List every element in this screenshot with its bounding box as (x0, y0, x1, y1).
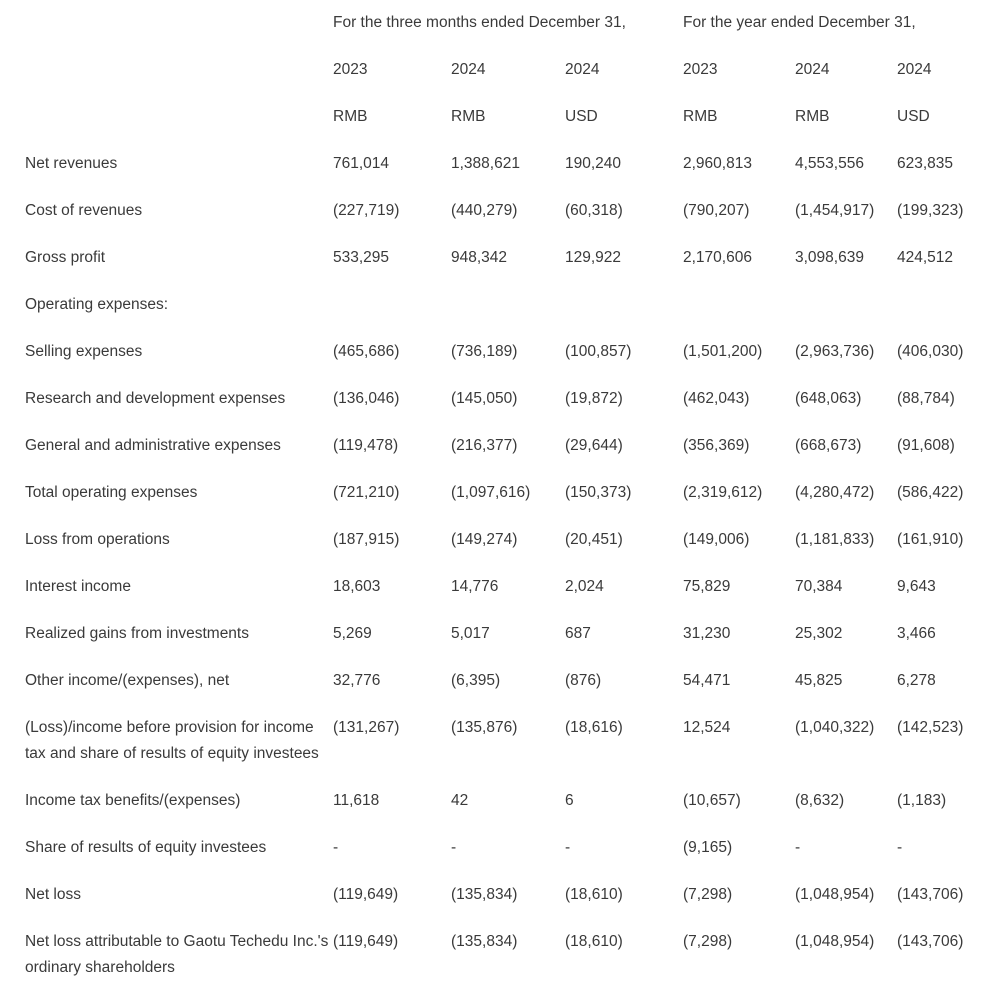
table-row (25, 423, 999, 470)
cell-value: 9,643 (897, 578, 936, 595)
cell-value: 129,922 (565, 249, 622, 266)
unit-header: RMB (683, 108, 718, 125)
cell-value: 31,230 (683, 625, 731, 642)
cell-value: 687 (565, 625, 591, 642)
cell-value: (406,030) (897, 343, 964, 360)
row-label: Other income/(expenses), net (25, 672, 230, 689)
empty-corner-cell (25, 6, 333, 47)
row-label: General and administrative expenses (25, 437, 281, 454)
cell-value: 948,342 (451, 249, 508, 266)
cell-value: (2,319,612) (683, 484, 763, 501)
unit-header: RMB (333, 108, 368, 125)
cell-value: (4,280,472) (795, 484, 875, 501)
cell-value: (187,915) (333, 531, 400, 548)
year-header: 2024 (565, 61, 600, 78)
table-row (25, 872, 999, 919)
cell-value (795, 282, 897, 329)
cell-value: - (795, 839, 801, 856)
cell-value: 70,384 (795, 578, 843, 595)
cell-value: (1,183) (897, 792, 947, 809)
cell-value: (440,279) (451, 202, 518, 219)
cell-value: (136,046) (333, 390, 400, 407)
cell-value: (465,686) (333, 343, 400, 360)
cell-value (565, 282, 683, 329)
group-header-full-year: For the year ended December 31, (683, 14, 916, 31)
cell-value: 3,098,639 (795, 249, 864, 266)
cell-value: (20,451) (565, 531, 623, 548)
cell-value: (648,063) (795, 390, 862, 407)
cell-value: (60,318) (565, 202, 623, 219)
table-row (25, 611, 999, 658)
cell-value: (10,657) (683, 792, 741, 809)
cell-value: (18,610) (565, 886, 623, 903)
cell-value: (119,478) (333, 437, 399, 454)
row-label: Income tax benefits/(expenses) (25, 792, 241, 809)
cell-value: 12,524 (683, 719, 731, 736)
cell-value: 25,302 (795, 625, 843, 642)
cell-value: (227,719) (333, 202, 400, 219)
cell-value: (1,048,954) (795, 886, 875, 903)
cell-value: 45,825 (795, 672, 843, 689)
cell-value: (1,181,833) (795, 531, 875, 548)
cell-value: 11,618 (333, 792, 380, 809)
cell-value: (135,834) (451, 933, 518, 950)
cell-value: (586,422) (897, 484, 964, 501)
table-row (25, 235, 999, 282)
cell-value: 5,269 (333, 625, 372, 642)
cell-value: (721,210) (333, 484, 400, 501)
cell-value: (145,050) (451, 390, 518, 407)
table-row (25, 517, 999, 564)
cell-value: 32,776 (333, 672, 381, 689)
unit-header-row (25, 94, 999, 141)
cell-value: (150,373) (565, 484, 632, 501)
cell-value: 761,014 (333, 155, 390, 172)
empty-cell (25, 94, 333, 141)
row-label: Realized gains from investments (25, 625, 249, 642)
cell-value: (91,608) (897, 437, 955, 454)
cell-value: (88,784) (897, 390, 955, 407)
table-row (25, 564, 999, 611)
row-label: Selling expenses (25, 343, 143, 360)
table-row (25, 282, 999, 329)
cell-value: 54,471 (683, 672, 731, 689)
row-label: Net revenues (25, 155, 118, 172)
cell-value: (18,616) (565, 719, 623, 736)
row-label: (Loss)/income before provision for income tax and share of results of equity investees (25, 719, 319, 762)
cell-value: (2,963,736) (795, 343, 875, 360)
cell-value: 18,603 (333, 578, 381, 595)
cell-value: (29,644) (565, 437, 623, 454)
cell-value: (119,649) (333, 886, 399, 903)
cell-value: (736,189) (451, 343, 518, 360)
year-header: 2024 (451, 61, 486, 78)
table-row (25, 919, 999, 992)
row-label: Interest income (25, 578, 131, 595)
unit-header: RMB (451, 108, 486, 125)
cell-value: (161,910) (897, 531, 964, 548)
cell-value: (1,501,200) (683, 343, 763, 360)
empty-cell (25, 47, 333, 94)
row-label: Cost of revenues (25, 202, 143, 219)
table-row (25, 470, 999, 517)
cell-value: 14,776 (451, 578, 499, 595)
cell-value: 6,278 (897, 672, 936, 689)
cell-value: - (897, 839, 903, 856)
cell-value: (7,298) (683, 886, 733, 903)
cell-value: 2,170,606 (683, 249, 752, 266)
cell-value: (1,040,322) (795, 719, 875, 736)
cell-value: (199,323) (897, 202, 964, 219)
cell-value: 1,388,621 (451, 155, 520, 172)
cell-value (683, 282, 795, 329)
cell-value: (143,706) (897, 933, 964, 950)
cell-value: 6 (565, 792, 574, 809)
cell-value: 424,512 (897, 249, 954, 266)
cell-value: 190,240 (565, 155, 622, 172)
cell-value: (18,610) (565, 933, 623, 950)
cell-value: - (451, 839, 457, 856)
cell-value: (1,454,917) (795, 202, 875, 219)
row-label: Total operating expenses (25, 484, 198, 501)
cell-value: 2,960,813 (683, 155, 752, 172)
cell-value: (131,267) (333, 719, 400, 736)
cell-value: (356,369) (683, 437, 750, 454)
year-header: 2024 (795, 61, 830, 78)
row-label: Operating expenses: (25, 296, 169, 313)
cell-value: (7,298) (683, 933, 733, 950)
cell-value: (100,857) (565, 343, 632, 360)
cell-value: 75,829 (683, 578, 731, 595)
cell-value: 42 (451, 792, 469, 809)
row-label: Net loss attributable to Gaotu Techedu Inc.'s ordinary shareholders (25, 933, 329, 976)
cell-value: (790,207) (683, 202, 750, 219)
table-row (25, 141, 999, 188)
year-header: 2023 (333, 61, 368, 78)
cell-value: (149,274) (451, 531, 518, 548)
cell-value: (1,048,954) (795, 933, 875, 950)
table-row (25, 376, 999, 423)
row-label: Loss from operations (25, 531, 170, 548)
year-header-row (25, 47, 999, 94)
cell-value: (1,097,616) (451, 484, 531, 501)
cell-value: 2,024 (565, 578, 604, 595)
cell-value: 533,295 (333, 249, 390, 266)
unit-header: RMB (795, 108, 830, 125)
table-row (25, 825, 999, 872)
table-row (25, 705, 999, 778)
cell-value: 3,466 (897, 625, 936, 642)
cell-value: (876) (565, 672, 602, 689)
group-header-row (25, 6, 999, 47)
cell-value: (216,377) (451, 437, 518, 454)
row-label: Gross profit (25, 249, 106, 266)
unit-header: USD (565, 108, 598, 125)
cell-value: (19,872) (565, 390, 623, 407)
table-row (25, 188, 999, 235)
cell-value: (8,632) (795, 792, 845, 809)
cell-value: 4,553,556 (795, 155, 864, 172)
table-row (25, 329, 999, 376)
cell-value (333, 282, 451, 329)
cell-value (897, 282, 999, 329)
table-row (25, 778, 999, 825)
cell-value: (462,043) (683, 390, 750, 407)
cell-value: (668,673) (795, 437, 862, 454)
cell-value: (135,834) (451, 886, 518, 903)
group-header-three-months: For the three months ended December 31, (333, 14, 626, 31)
cell-value: (9,165) (683, 839, 733, 856)
cell-value: (143,706) (897, 886, 964, 903)
cell-value: - (333, 839, 339, 856)
cell-value: (6,395) (451, 672, 501, 689)
cell-value: - (565, 839, 571, 856)
cell-value: (135,876) (451, 719, 518, 736)
year-header: 2024 (897, 61, 932, 78)
unit-header: USD (897, 108, 930, 125)
cell-value (451, 282, 565, 329)
row-label: Research and development expenses (25, 390, 286, 407)
cell-value: (149,006) (683, 531, 750, 548)
income-statement-table (25, 6, 999, 992)
cell-value: (142,523) (897, 719, 964, 736)
cell-value: (119,649) (333, 933, 399, 950)
row-label: Share of results of equity investees (25, 839, 267, 856)
table-row (25, 658, 999, 705)
row-label: Net loss (25, 886, 81, 903)
cell-value: 623,835 (897, 155, 954, 172)
year-header: 2023 (683, 61, 718, 78)
cell-value: 5,017 (451, 625, 490, 642)
